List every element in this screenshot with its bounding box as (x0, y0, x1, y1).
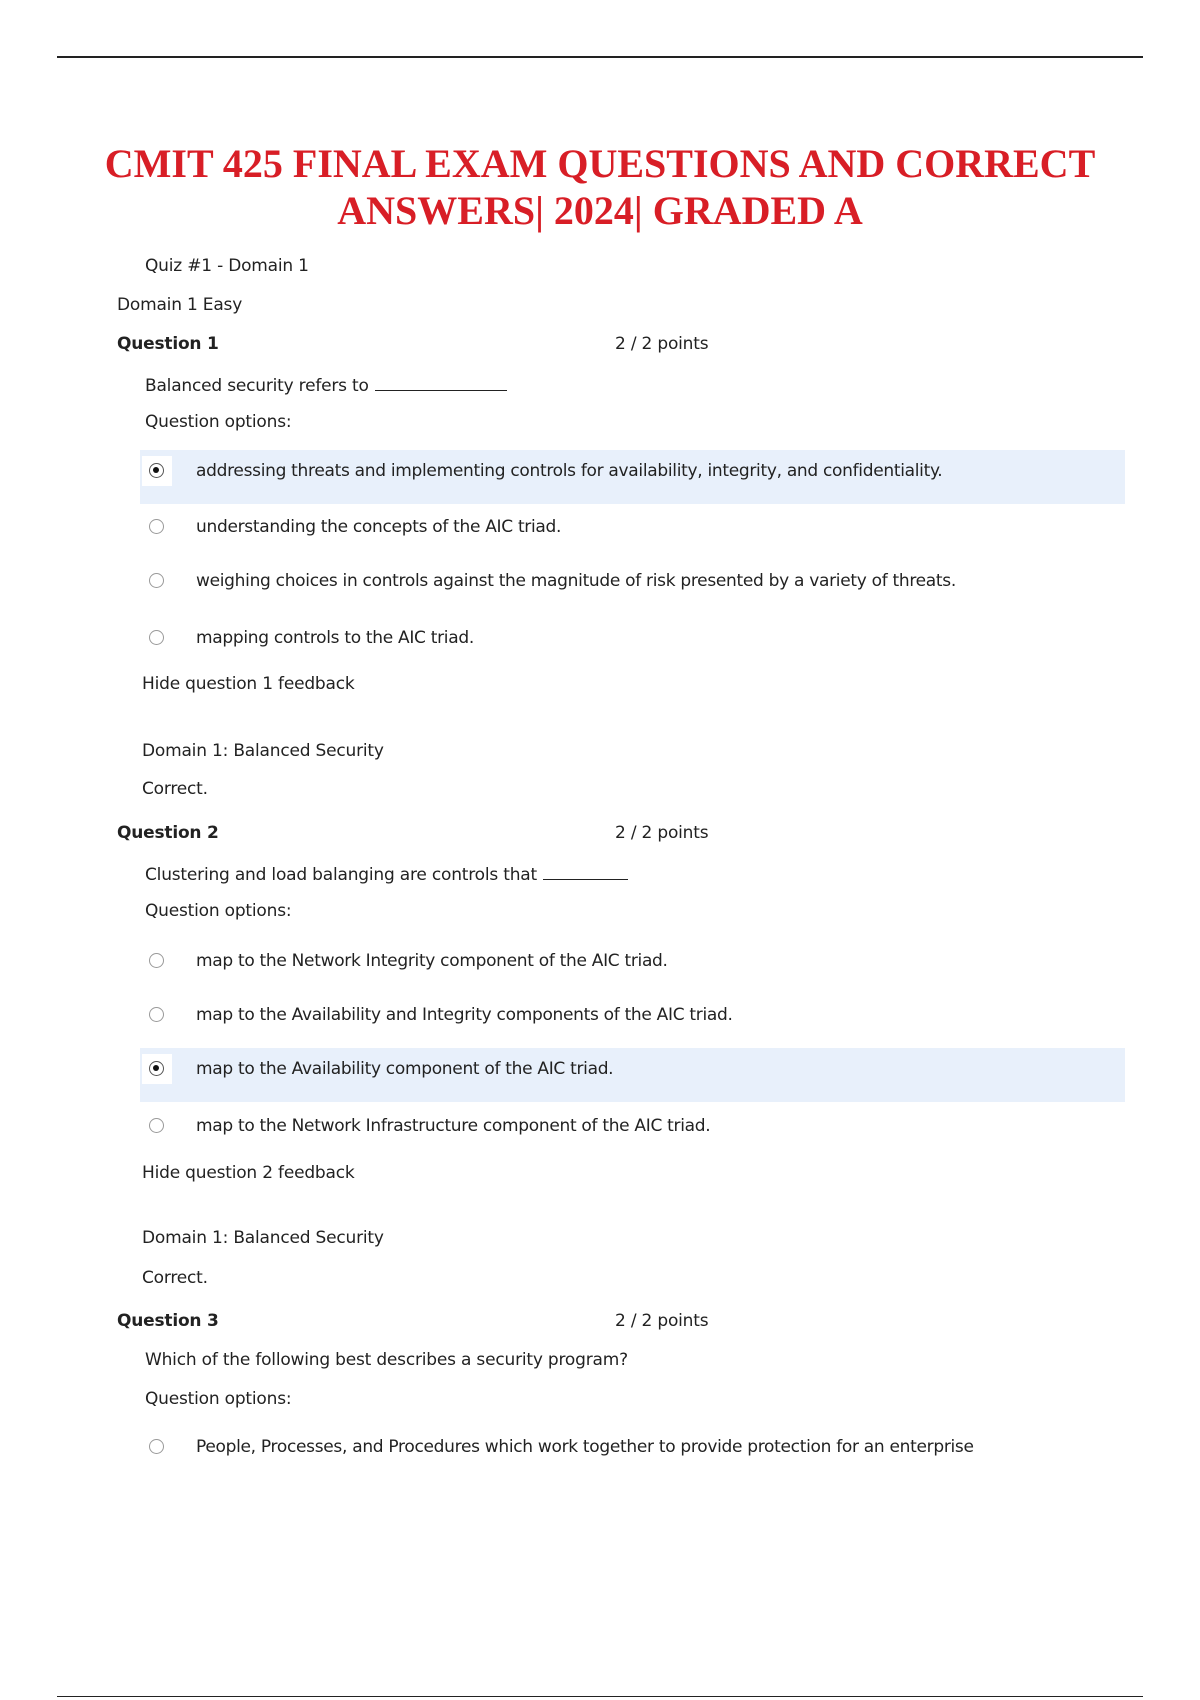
question-1-option-3[interactable] (140, 560, 1125, 614)
radio-unselected-icon[interactable] (149, 1007, 164, 1022)
question-3-label: Question 3 (117, 1311, 219, 1331)
radio-unselected-icon[interactable] (149, 573, 164, 588)
question-1-option-2[interactable] (140, 506, 1125, 560)
question-2-option-4[interactable] (140, 1105, 1125, 1159)
question-2-option-3[interactable] (140, 1048, 1125, 1102)
radio-unselected-icon[interactable] (149, 1439, 164, 1454)
option-label: mapping controls to the AIC triad. (196, 628, 474, 648)
question-1-options-heading: Question options: (145, 412, 292, 432)
quiz-title: Quiz #1 - Domain 1 (145, 256, 309, 276)
question-1-feedback-toggle[interactable]: Hide question 1 feedback (142, 674, 355, 694)
question-1-text (145, 373, 507, 397)
question-3-options-heading: Question options: (145, 1389, 292, 1409)
option-label: understanding the concepts of the AIC triad. (196, 517, 562, 537)
question-2-option-1[interactable] (140, 940, 1125, 994)
question-1-label: Question 1 (117, 334, 219, 354)
radio-selected-icon[interactable] (149, 463, 164, 478)
question-2-label: Question 2 (117, 823, 219, 843)
question-2-text (145, 862, 628, 886)
option-label: map to the Network Infrastructure component of the AIC triad. (196, 1116, 711, 1136)
question-2-feedback-domain: Domain 1: Balanced Security (142, 1228, 384, 1248)
radio-unselected-icon[interactable] (149, 953, 164, 968)
option-label: People, Processes, and Procedures which work together to provide protection for an enterprise (196, 1437, 974, 1457)
option-label: weighing choices in controls against the magnitude of risk presented by a variety of threats. (196, 571, 956, 591)
option-label: addressing threats and implementing controls for availability, integrity, and confidentiality. (196, 461, 943, 481)
option-label: map to the Availability component of the AIC triad. (196, 1059, 614, 1079)
question-2-feedback-result: Correct. (142, 1268, 208, 1288)
radio-unselected-icon[interactable] (149, 519, 164, 534)
header-rule (57, 56, 1143, 58)
section-label: Domain 1 Easy (117, 295, 243, 315)
radio-unselected-icon[interactable] (149, 1118, 164, 1133)
question-2-options-heading: Question options: (145, 901, 292, 921)
document-title: CMIT 425 FINAL EXAM QUESTIONS AND CORRECT ANSWERS| 2024| GRADED A (104, 141, 1096, 233)
question-1-option-4[interactable] (140, 617, 1125, 671)
radio-selected-icon[interactable] (149, 1061, 164, 1076)
footer-rule (57, 1696, 1143, 1697)
answer-blank (375, 373, 507, 391)
question-2-points: 2 / 2 points (615, 823, 709, 843)
question-2-feedback-toggle[interactable]: Hide question 2 feedback (142, 1163, 355, 1183)
option-label: map to the Network Integrity component of the AIC triad. (196, 951, 668, 971)
radio-unselected-icon[interactable] (149, 630, 164, 645)
question-1-option-1[interactable] (140, 450, 1125, 504)
question-1-points: 2 / 2 points (615, 334, 709, 354)
question-3-text: Which of the following best describes a security program? (145, 1350, 628, 1370)
question-1-prompt: Balanced security refers to (145, 376, 369, 396)
question-3-points: 2 / 2 points (615, 1311, 709, 1331)
question-1-feedback-result: Correct. (142, 779, 208, 799)
question-2-option-2[interactable] (140, 994, 1125, 1048)
question-2-prompt: Clustering and load balanging are controls that (145, 865, 537, 885)
option-label: map to the Availability and Integrity components of the AIC triad. (196, 1005, 733, 1025)
question-1-feedback-domain: Domain 1: Balanced Security (142, 741, 384, 761)
question-3-option-1[interactable] (140, 1426, 1125, 1480)
answer-blank (543, 862, 628, 880)
